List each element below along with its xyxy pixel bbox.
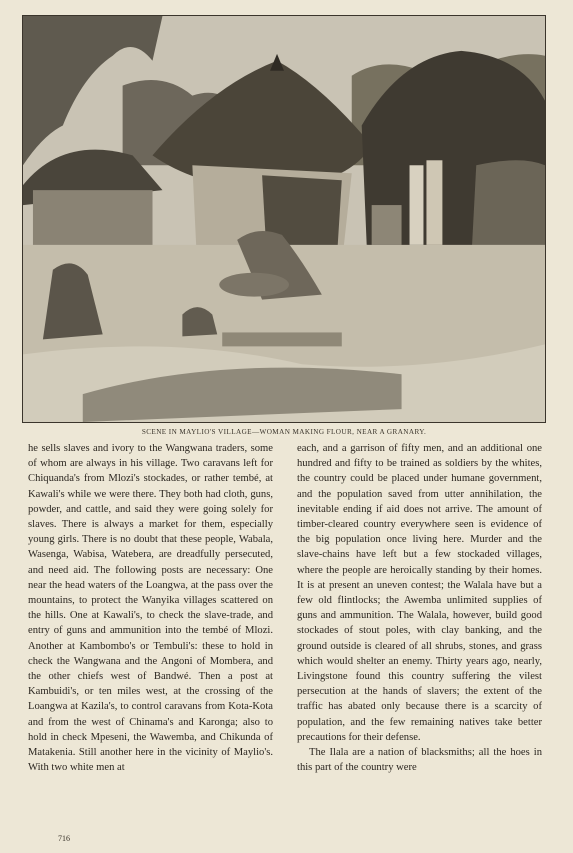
paragraph: each, and a garrison of fifty men, and an additional one hundred and fifty to be trained as soldiers by the whites, the country could be placed under humane government, and the population saved from utter annihilation, the inevitable ending if aid does not arrive. The amount of timber-cleared country everywhere seen is evidence of the big population once living here. Murder and the slave-chains have left but a few stockaded villages, where the people are heroically standing by their homes. It is at present an uneven contest; the Walala have but a few old flintlocks; the Awemba unlimited supplies of guns and ammunition. The Walala, however, build good stockades of stout poles, with clay banking, and the ground outside is cleared of all shrubs, stones, and grass which would shelter an enemy. Thirty years ago, nearly, Livingstone found this country suffering the vilest persecution at the hands of slavers; the extent of the traffic has abated only because there is a scarcity of population, and the few remaining natives take better precautions for their defense.	[297, 443, 542, 743]
village-photograph	[22, 15, 546, 423]
photo-person-standing-2	[426, 160, 442, 245]
paragraph: The Ilala are a nation of blacksmiths; all the hoes in this part of the country were	[297, 747, 542, 774]
photo-people-seated	[372, 205, 402, 245]
photo-illustration	[23, 16, 545, 422]
photo-caption: SCENE IN MAYLIO'S VILLAGE—WOMAN MAKING FLOUR, NEAR A GRANARY.	[141, 428, 427, 436]
text-column-left	[28, 441, 273, 836]
paragraph: he sells slaves and ivory to the Wangwana traders, some of whom are always in his village. Two caravans left for Chiquanda's from Mlozi's stockades, or rather tembé, at Kawali's while we were there. They both had cloth, guns, powder, and cattle, and said they were going solely for slaves. There is always a market for them, especially young girls. There is no doubt that these people, Wabala, Wasenga, Wabisa, Watebera, are dreadfully persecuted, and need aid. The following posts are necessary: One near the head waters of the Loangwa, at the pass over the mountains, to protect the Wanyika villages scattered on the hills. One at Kawali's, to check the slave-trade, and entry of guns and ammunition into the tembé of Mlozi. Another at Kambombo's or Tembuli's: these to hold in check the Wangwana and the Angoni of Mombera, and the other chiefs west of Bandwé. Then a post at Kambuidi's, or ten miles west, at the crossing of the Loangwa at Kazila's, to control caravans from Kota-Kota and from the west of Chinama's and Karonga; also to hold in check Mpeseni, the Wawemba, and Chikunda of Matakenia. Still another here in the vicinity of Maylio's. With two white men at	[28, 443, 273, 774]
photo-person-standing-1	[410, 165, 424, 245]
photo-hut-wall-left	[33, 190, 153, 250]
photo-grinding-stone	[219, 273, 289, 297]
photo-mat	[222, 332, 342, 346]
page-number: 716	[58, 834, 70, 843]
text-column-right	[297, 441, 542, 836]
